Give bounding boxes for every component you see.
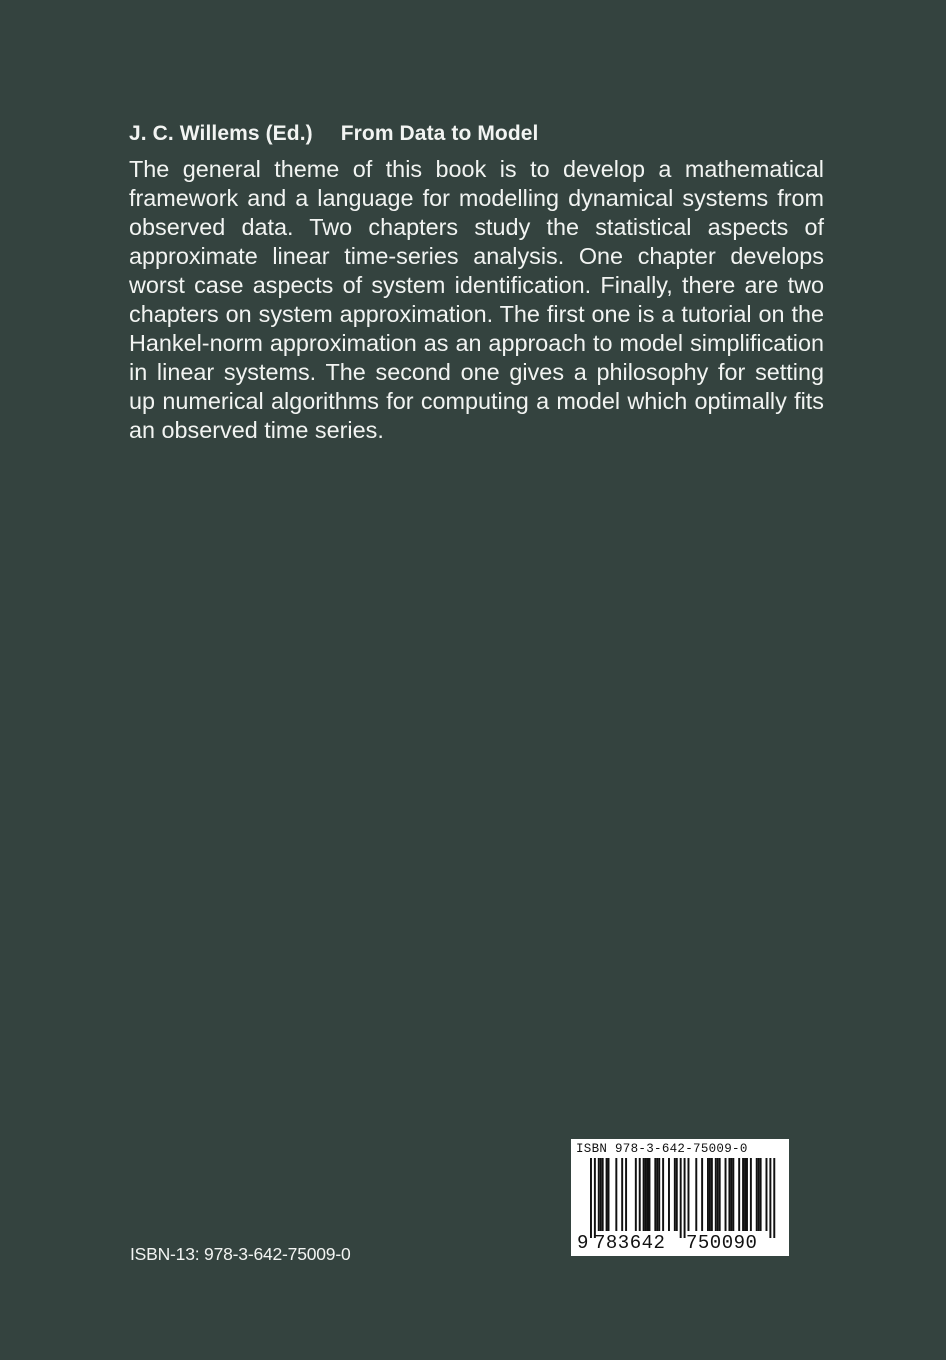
barcode-bar (709, 1158, 711, 1231)
barcode-bar (728, 1158, 730, 1231)
barcode-bar (674, 1158, 676, 1231)
barcode-bar (701, 1158, 703, 1231)
barcode-bar (756, 1158, 758, 1231)
barcode-bar (662, 1158, 664, 1231)
isbn-13-label: ISBN-13: 978-3-642-75009-0 (130, 1244, 351, 1264)
barcode-bar (649, 1158, 651, 1231)
barcode-bar (695, 1158, 697, 1231)
barcode-bar (738, 1158, 740, 1231)
barcode-bar (602, 1158, 604, 1231)
book-title: From Data to Model (340, 122, 539, 145)
book-description: The general theme of this book is to develop a mathematical framework and a language for modelling dynamical systems from observed data. Two chapters study the statistical aspects of approximate linear time-series analysis. One chapter develops worst case aspects of system identification. Finally, there are two chapters on system approximation. The first one is a tutorial on the Hankel-norm approximation as an approach to model simplification in linear systems. The second one gives a philosophy for setting up numerical algorithms for computing a model which optimally fits an observed time series. (129, 156, 824, 443)
barcode-bar (676, 1158, 678, 1231)
barcode-bar (725, 1158, 727, 1231)
barcode-bar (608, 1158, 610, 1231)
barcode-bar (635, 1158, 637, 1231)
barcode-bar (621, 1158, 623, 1231)
barcode-bar (711, 1158, 713, 1231)
barcode-bar (732, 1158, 734, 1231)
barcode-bar (744, 1158, 746, 1231)
barcode-bar (680, 1158, 682, 1238)
barcode-bar (658, 1158, 660, 1231)
barcode-bar (615, 1158, 617, 1231)
barcode-bar (746, 1158, 748, 1231)
barcode-bar (643, 1158, 645, 1231)
barcode-isbn-label: ISBN 978-3-642-75009-0 (576, 1142, 748, 1156)
barcode-bar (719, 1158, 721, 1231)
barcode-bar (639, 1158, 641, 1231)
isbn-barcode (571, 1139, 789, 1256)
cover-header (129, 120, 539, 148)
barcode-bar (606, 1158, 608, 1231)
barcode-bar (773, 1158, 775, 1238)
barcode-bar (760, 1158, 762, 1231)
barcode-bar (766, 1158, 768, 1231)
barcode-bar (668, 1158, 670, 1231)
barcode-bar (758, 1158, 760, 1231)
barcode-bar (600, 1158, 602, 1231)
barcode-bar (647, 1158, 649, 1231)
barcode-bar (594, 1158, 596, 1238)
barcode-bar (717, 1158, 719, 1231)
barcode-bar (656, 1158, 658, 1231)
barcode-bar (684, 1158, 686, 1238)
barcode-bar (707, 1158, 709, 1231)
barcode-left-digits: 783642 (594, 1232, 666, 1254)
barcode-bar (625, 1158, 627, 1231)
barcode-bar (730, 1158, 732, 1231)
barcode-bar (742, 1158, 744, 1231)
barcode-bar (688, 1158, 690, 1231)
barcode-bar (715, 1158, 717, 1231)
barcode-bar (590, 1158, 592, 1238)
barcode-bar (598, 1158, 600, 1231)
barcode-right-digits: 750090 (686, 1232, 758, 1254)
barcode-first-digit: 9 (577, 1232, 589, 1254)
barcode-bar (769, 1158, 771, 1238)
barcode-bar (645, 1158, 647, 1231)
barcode-bar (750, 1158, 752, 1231)
barcode-bar (654, 1158, 656, 1231)
book-editor: J. C. Willems (Ed.) (129, 122, 313, 145)
